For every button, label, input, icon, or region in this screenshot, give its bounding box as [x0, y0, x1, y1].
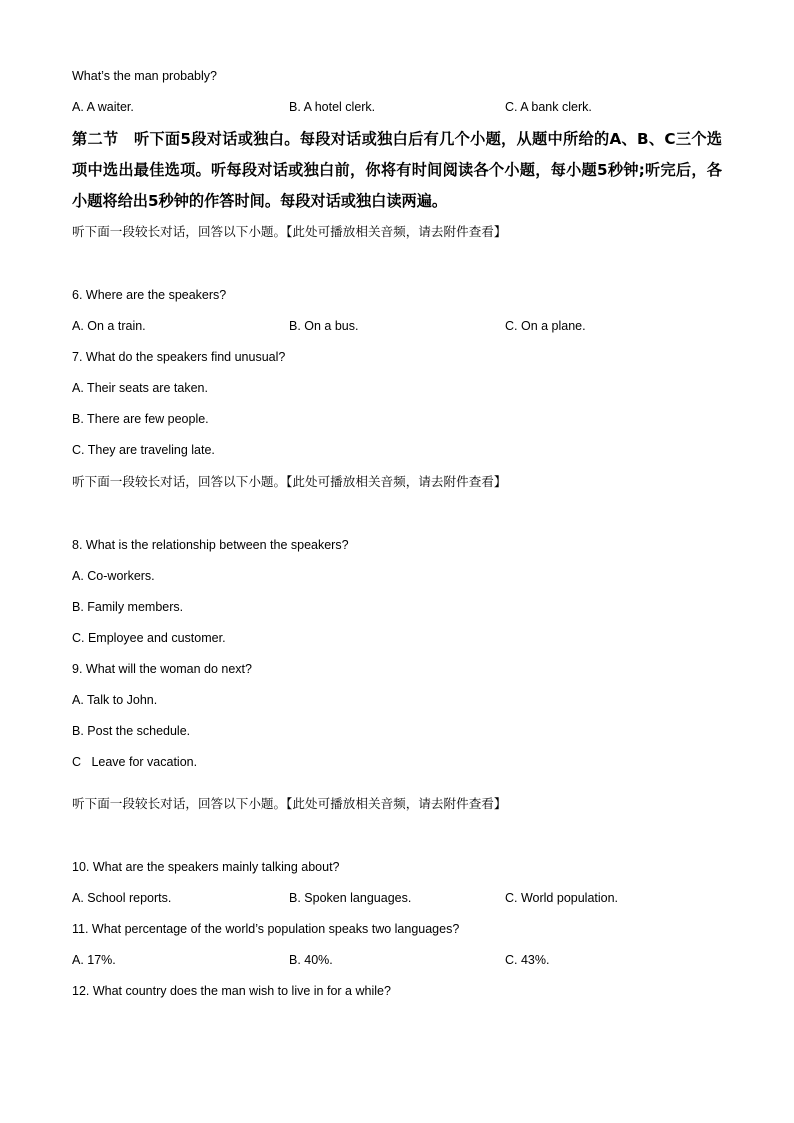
q8-option-b: B. Family members. [72, 600, 184, 614]
q8-option-a: A. Co-workers. [72, 569, 155, 583]
q6-question: 6. Where are the speakers? [72, 288, 227, 302]
q9-option-c: C Leave for vacation. [72, 755, 198, 769]
q11-question: 11. What percentage of the world’s population speaks two languages? [72, 922, 460, 936]
q5-option-a: A. A waiter. [72, 100, 134, 114]
q7-option-a: A. Their seats are taken. [72, 381, 208, 395]
q9-option-b: B. Post the schedule. [72, 724, 191, 738]
q5-option-b: B. A hotel clerk. [289, 100, 376, 114]
q12-question: 12. What country does the man wish to live in for a while? [72, 984, 391, 998]
q8-question: 8. What is the relationship between the speakers? [72, 538, 349, 552]
audio-instruction-2: 听下面一段较长对话，回答以下小题。【此处可播放相关音频，请去附件查看】 [72, 474, 507, 489]
q6-option-a: A. On a train. [72, 319, 146, 333]
q10-question: 10. What are the speakers mainly talking about? [72, 860, 340, 874]
q7-option-b: B. There are few people. [72, 412, 209, 426]
q6-option-b: B. On a bus. [289, 319, 359, 333]
q7-option-c: C. They are traveling late. [72, 443, 215, 457]
q5-question: What’s the man probably? [72, 69, 217, 83]
q11-option-a: A. 17%. [72, 953, 116, 967]
q5-option-c: C. A bank clerk. [505, 100, 592, 114]
section2-heading: 第二节 听下面5段对话或独白。每段对话或独白后有几个小题，从题中所给的A、B、C三个选项中选出最佳选项。听每段对话或独白前，你将有时间阅读各个小题，每小题5秒钟;听完后，各小题将给出5秒钟的作答时间。每段对话或独白读两遍。 [72, 130, 722, 210]
q10-option-b: B. Spoken languages. [289, 891, 412, 905]
q10-option-a: A. School reports. [72, 891, 172, 905]
q6-option-c: C. On a plane. [505, 319, 586, 333]
q10-option-c: C. World population. [505, 891, 619, 905]
q11-option-c: C. 43%. [505, 953, 550, 967]
audio-instruction-3: 听下面一段较长对话，回答以下小题。【此处可播放相关音频，请去附件查看】 [72, 796, 507, 811]
q9-option-a: A. Talk to John. [72, 693, 158, 707]
q7-question: 7. What do the speakers find unusual? [72, 350, 286, 364]
q8-option-c: C. Employee and customer. [72, 631, 226, 645]
q11-option-b: B. 40%. [289, 953, 333, 967]
audio-instruction-1: 听下面一段较长对话，回答以下小题。【此处可播放相关音频，请去附件查看】 [72, 224, 507, 239]
q9-question: 9. What will the woman do next? [72, 662, 252, 676]
